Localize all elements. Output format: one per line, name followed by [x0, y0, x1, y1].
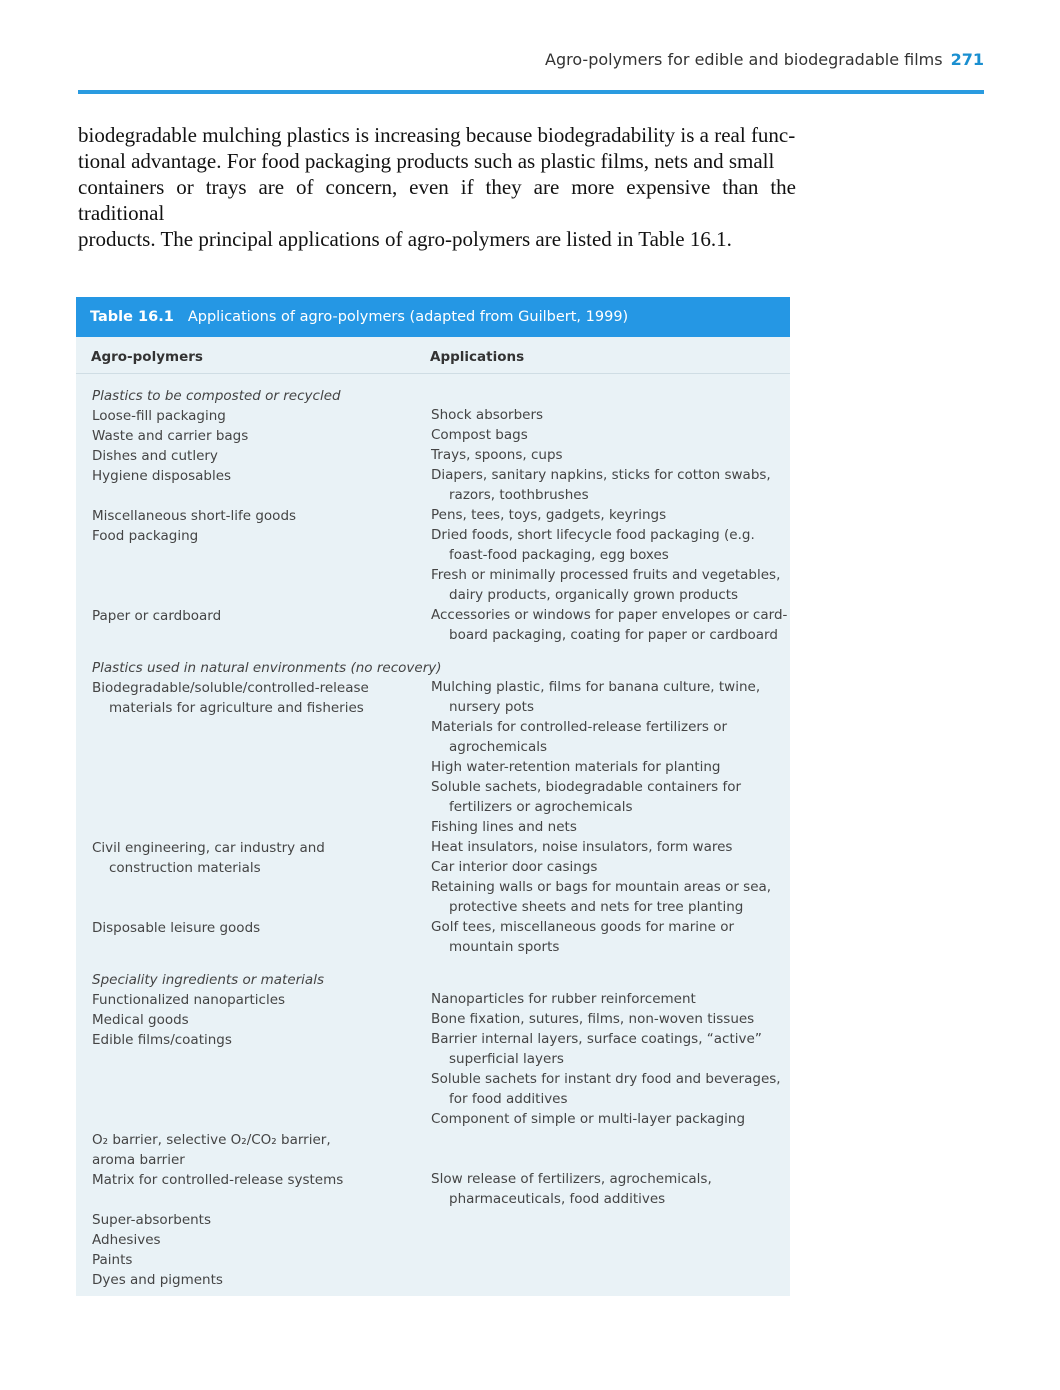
application-cell: Component of simple or multi-layer packaging	[431, 1111, 746, 1127]
application-cell: fertilizers or agrochemicals	[449, 799, 633, 815]
application-cell: Nanoparticles for rubber reinforcement	[431, 991, 696, 1007]
column-header-agro-polymers: Agro-polymers	[91, 349, 203, 365]
agro-polymer-cell: Matrix for controlled-release systems	[92, 1172, 344, 1188]
agro-polymer-cell: Edible films/coatings	[92, 1032, 232, 1048]
agro-polymer-cell: Biodegradable/soluble/controlled-release	[92, 680, 369, 696]
application-cell: Slow release of fertilizers, agrochemicals,	[431, 1171, 712, 1187]
agro-polymer-cell: Paints	[92, 1252, 133, 1268]
agro-polymer-cell: Paper or cardboard	[92, 608, 222, 624]
application-cell: foast-food packaging, egg boxes	[449, 547, 669, 563]
agro-polymer-cell: Disposable leisure goods	[92, 920, 261, 936]
table-title: Applications of agro-polymers (adapted from Guilbert, 1999)	[187, 309, 629, 325]
agro-polymer-cell: materials for agriculture and fisheries	[109, 700, 364, 716]
application-cell: pharmaceuticals, food additives	[449, 1191, 666, 1207]
body-line: containers or trays are of concern, even if they are more expensive than the traditional	[78, 175, 796, 225]
body-line: biodegradable mulching plastics is increasing because biodegradability is a real func-	[78, 123, 796, 147]
application-cell: Soluble sachets, biodegradable containers for	[431, 779, 742, 795]
application-cell: Heat insulators, noise insulators, form wares	[431, 839, 733, 855]
application-cell: Diapers, sanitary napkins, sticks for cotton swabs,	[431, 467, 771, 483]
applications-table	[76, 297, 790, 1296]
application-cell: Barrier internal layers, surface coatings, “active”	[431, 1031, 762, 1047]
application-cell: Shock absorbers	[431, 407, 544, 423]
application-cell: Fishing lines and nets	[431, 819, 577, 835]
application-cell: dairy products, organically grown products	[449, 587, 739, 603]
application-cell: board packaging, coating for paper or cardboard	[449, 627, 778, 643]
agro-polymer-cell: Medical goods	[92, 1012, 189, 1028]
agro-polymer-cell: construction materials	[109, 860, 261, 876]
table-label: Table 16.1	[90, 309, 174, 325]
agro-polymer-cell: Miscellaneous short-life goods	[92, 508, 297, 524]
category-heading: Plastics used in natural environments (no recovery)	[92, 660, 442, 676]
page-number: 271	[950, 50, 984, 69]
category-heading: Speciality ingredients or materials	[92, 972, 324, 988]
application-cell: High water-retention materials for planting	[431, 759, 721, 775]
agro-polymer-cell: Food packaging	[92, 528, 199, 544]
application-cell: protective sheets and nets for tree planting	[449, 899, 744, 915]
application-cell: Golf tees, miscellaneous goods for marine or	[431, 919, 734, 935]
agro-polymer-cell: Functionalized nanoparticles	[92, 992, 286, 1008]
agro-polymer-cell: Hygiene disposables	[92, 468, 232, 484]
application-cell: Materials for controlled-release fertilizers or	[431, 719, 728, 735]
application-cell: razors, toothbrushes	[449, 487, 589, 503]
application-cell: nursery pots	[449, 699, 534, 715]
header-divider	[76, 373, 790, 374]
application-cell: mountain sports	[449, 939, 560, 955]
agro-polymer-cell: aroma barrier	[92, 1152, 185, 1168]
agro-polymer-cell: Super-absorbents	[92, 1212, 212, 1228]
running-title: Agro-polymers for edible and biodegradable films	[545, 50, 943, 69]
application-cell: Mulching plastic, films for banana culture, twine,	[431, 679, 761, 695]
application-cell: Bone fixation, sutures, films, non-woven tissues	[431, 1011, 755, 1027]
application-cell: for food additives	[449, 1091, 568, 1107]
agro-polymer-cell: Civil engineering, car industry and	[92, 840, 325, 856]
application-cell: Retaining walls or bags for mountain areas or sea,	[431, 879, 772, 895]
application-cell: Soluble sachets for instant dry food and beverages,	[431, 1071, 781, 1087]
body-paragraph	[78, 122, 796, 252]
agro-polymer-cell: Loose-fill packaging	[92, 408, 226, 424]
body-line: products. The principal applications of agro-polymers are listed in Table 16.1.	[78, 227, 732, 251]
application-cell: Dried foods, short lifecycle food packaging (e.g.	[431, 527, 755, 543]
application-cell: superficial layers	[449, 1051, 564, 1067]
header-rule	[78, 90, 984, 94]
application-cell: Trays, spoons, cups	[431, 447, 563, 463]
column-header-applications: Applications	[430, 349, 525, 365]
agro-polymer-cell: Dyes and pigments	[92, 1272, 223, 1288]
agro-polymer-cell: Waste and carrier bags	[92, 428, 249, 444]
application-cell: Pens, tees, toys, gadgets, keyrings	[431, 507, 667, 523]
application-cell: Car interior door casings	[431, 859, 598, 875]
application-cell: agrochemicals	[449, 739, 548, 755]
agro-polymer-cell: Adhesives	[92, 1232, 161, 1248]
application-cell: Fresh or minimally processed fruits and vegetables,	[431, 567, 781, 583]
agro-polymer-cell: O₂ barrier, selective O₂/CO₂ barrier,	[92, 1132, 331, 1148]
application-cell: Compost bags	[431, 427, 528, 443]
running-head	[78, 50, 984, 69]
application-cell: Accessories or windows for paper envelopes or card-	[431, 607, 788, 623]
table-caption	[76, 297, 790, 337]
category-heading: Plastics to be composted or recycled	[92, 388, 341, 404]
agro-polymer-cell: Dishes and cutlery	[92, 448, 218, 464]
body-line: tional advantage. For food packaging products such as plastic films, nets and small	[78, 149, 775, 173]
